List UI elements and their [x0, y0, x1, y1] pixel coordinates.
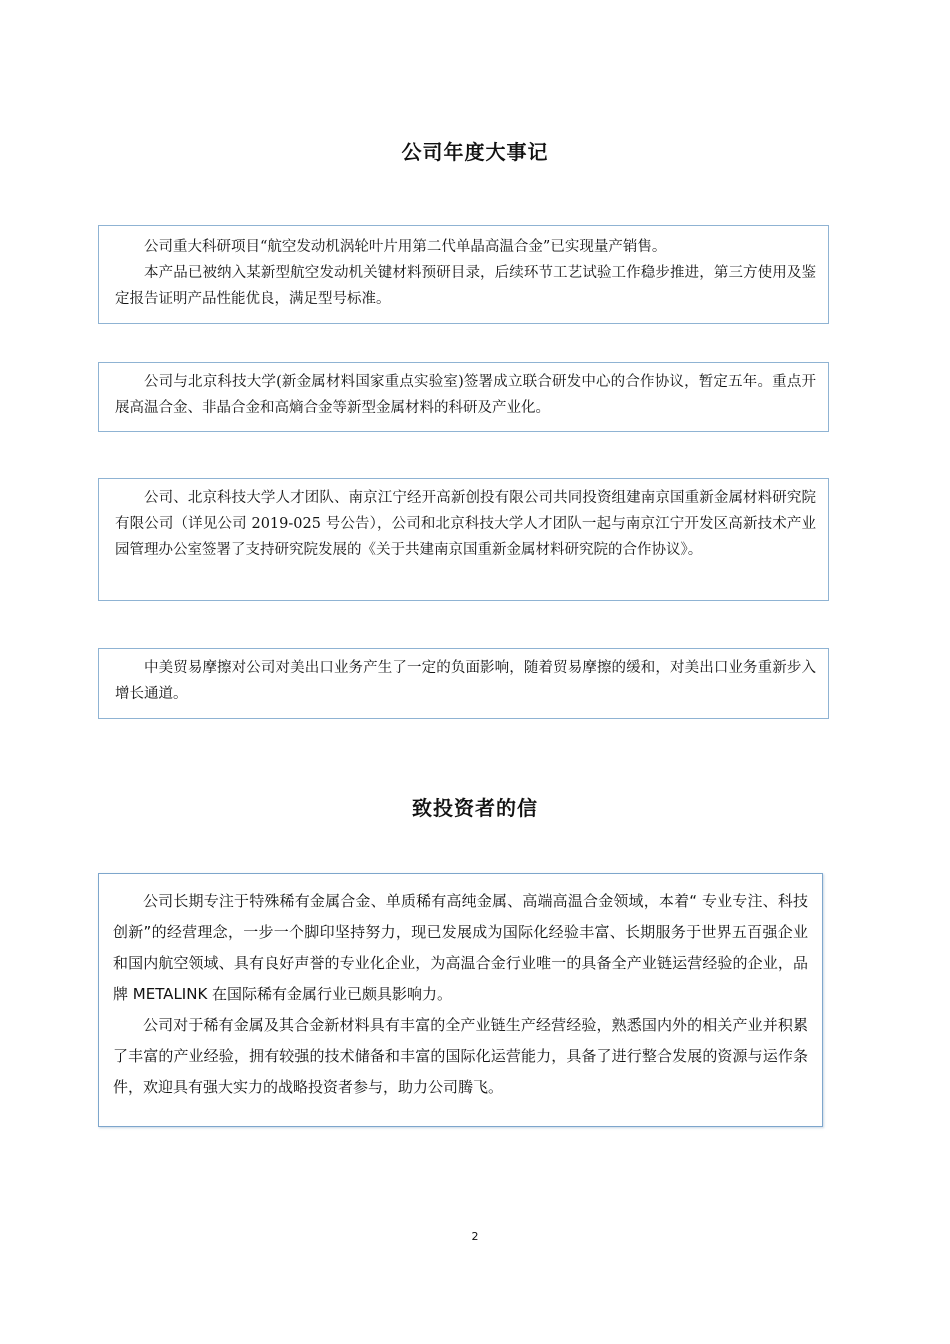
event-4-paragraph-1: 中美贸易摩擦对公司对美出口业务产生了一定的负面影响，随着贸易摩擦的缓和，对美出口业务重新步入增长通道。 — [115, 660, 816, 702]
letter-section-title: 致投资者的信 — [412, 796, 538, 820]
investor-letter-box — [98, 873, 823, 1127]
event-1-paragraph-2: 本产品已被纳入某新型航空发动机关键材料预研目录，后续环节工艺试验工作稳步推进，第三方使用及鉴定报告证明产品性能优良，满足型号标准。 — [115, 265, 816, 307]
letter-paragraph-2: 公司对于稀有金属及其合金新材料具有丰富的全产业链生产经营经验，熟悉国内外的相关产业并积累了丰富的产业经验，拥有较强的技术储备和丰富的国际化运营能力，具备了进行整合发展的资源与运作条件，欢迎具有强大实力的战略投资者参与，助力公司腾飞。 — [113, 1016, 808, 1096]
event-3-paragraph-1: 公司、北京科技大学人才团队、南京江宁经开高新创投有限公司共同投资组建南京国重新金属材料研究院有限公司（详见公司 2019-025 号公告），公司和北京科技大学人才团队一起与南京江宁开发区高新技术产业园管理办公室签署了支持研究院发展的《关于共建南京国重新金属材料研究院的合作协议》。 — [115, 490, 816, 558]
event-box-1 — [98, 225, 829, 324]
page-number: 2 — [471, 1230, 479, 1243]
event-2-paragraph-1: 公司与北京科技大学(新金属材料国家重点实验室)签署成立联合研发中心的合作协议，暂定五年。重点开展高温合金、非晶合金和高熵合金等新型金属材料的科研及产业化。 — [115, 374, 816, 416]
events-section-title: 公司年度大事记 — [401, 140, 549, 164]
event-1-paragraph-1: 公司重大科研项目“航空发动机涡轮叶片用第二代单晶高温合金”已实现量产销售。 — [144, 239, 667, 255]
event-box-4 — [98, 648, 829, 719]
event-box-2 — [98, 362, 829, 432]
letter-paragraph-1: 公司长期专注于特殊稀有金属合金、单质稀有高纯金属、高端高温合金领域，本着“ 专业专注、科技创新”的经营理念，一步一个脚印坚持努力，现已发展成为国际化经验丰富、长期服务于世界五百强企业和国内航空领域、具有良好声誉的专业化企业，为高温合金行业唯一的具备全产业链运营经验的企业，品牌 METALINK 在国际稀有金属行业已颇具影响力。 — [113, 892, 808, 1003]
event-box-3 — [98, 478, 829, 601]
